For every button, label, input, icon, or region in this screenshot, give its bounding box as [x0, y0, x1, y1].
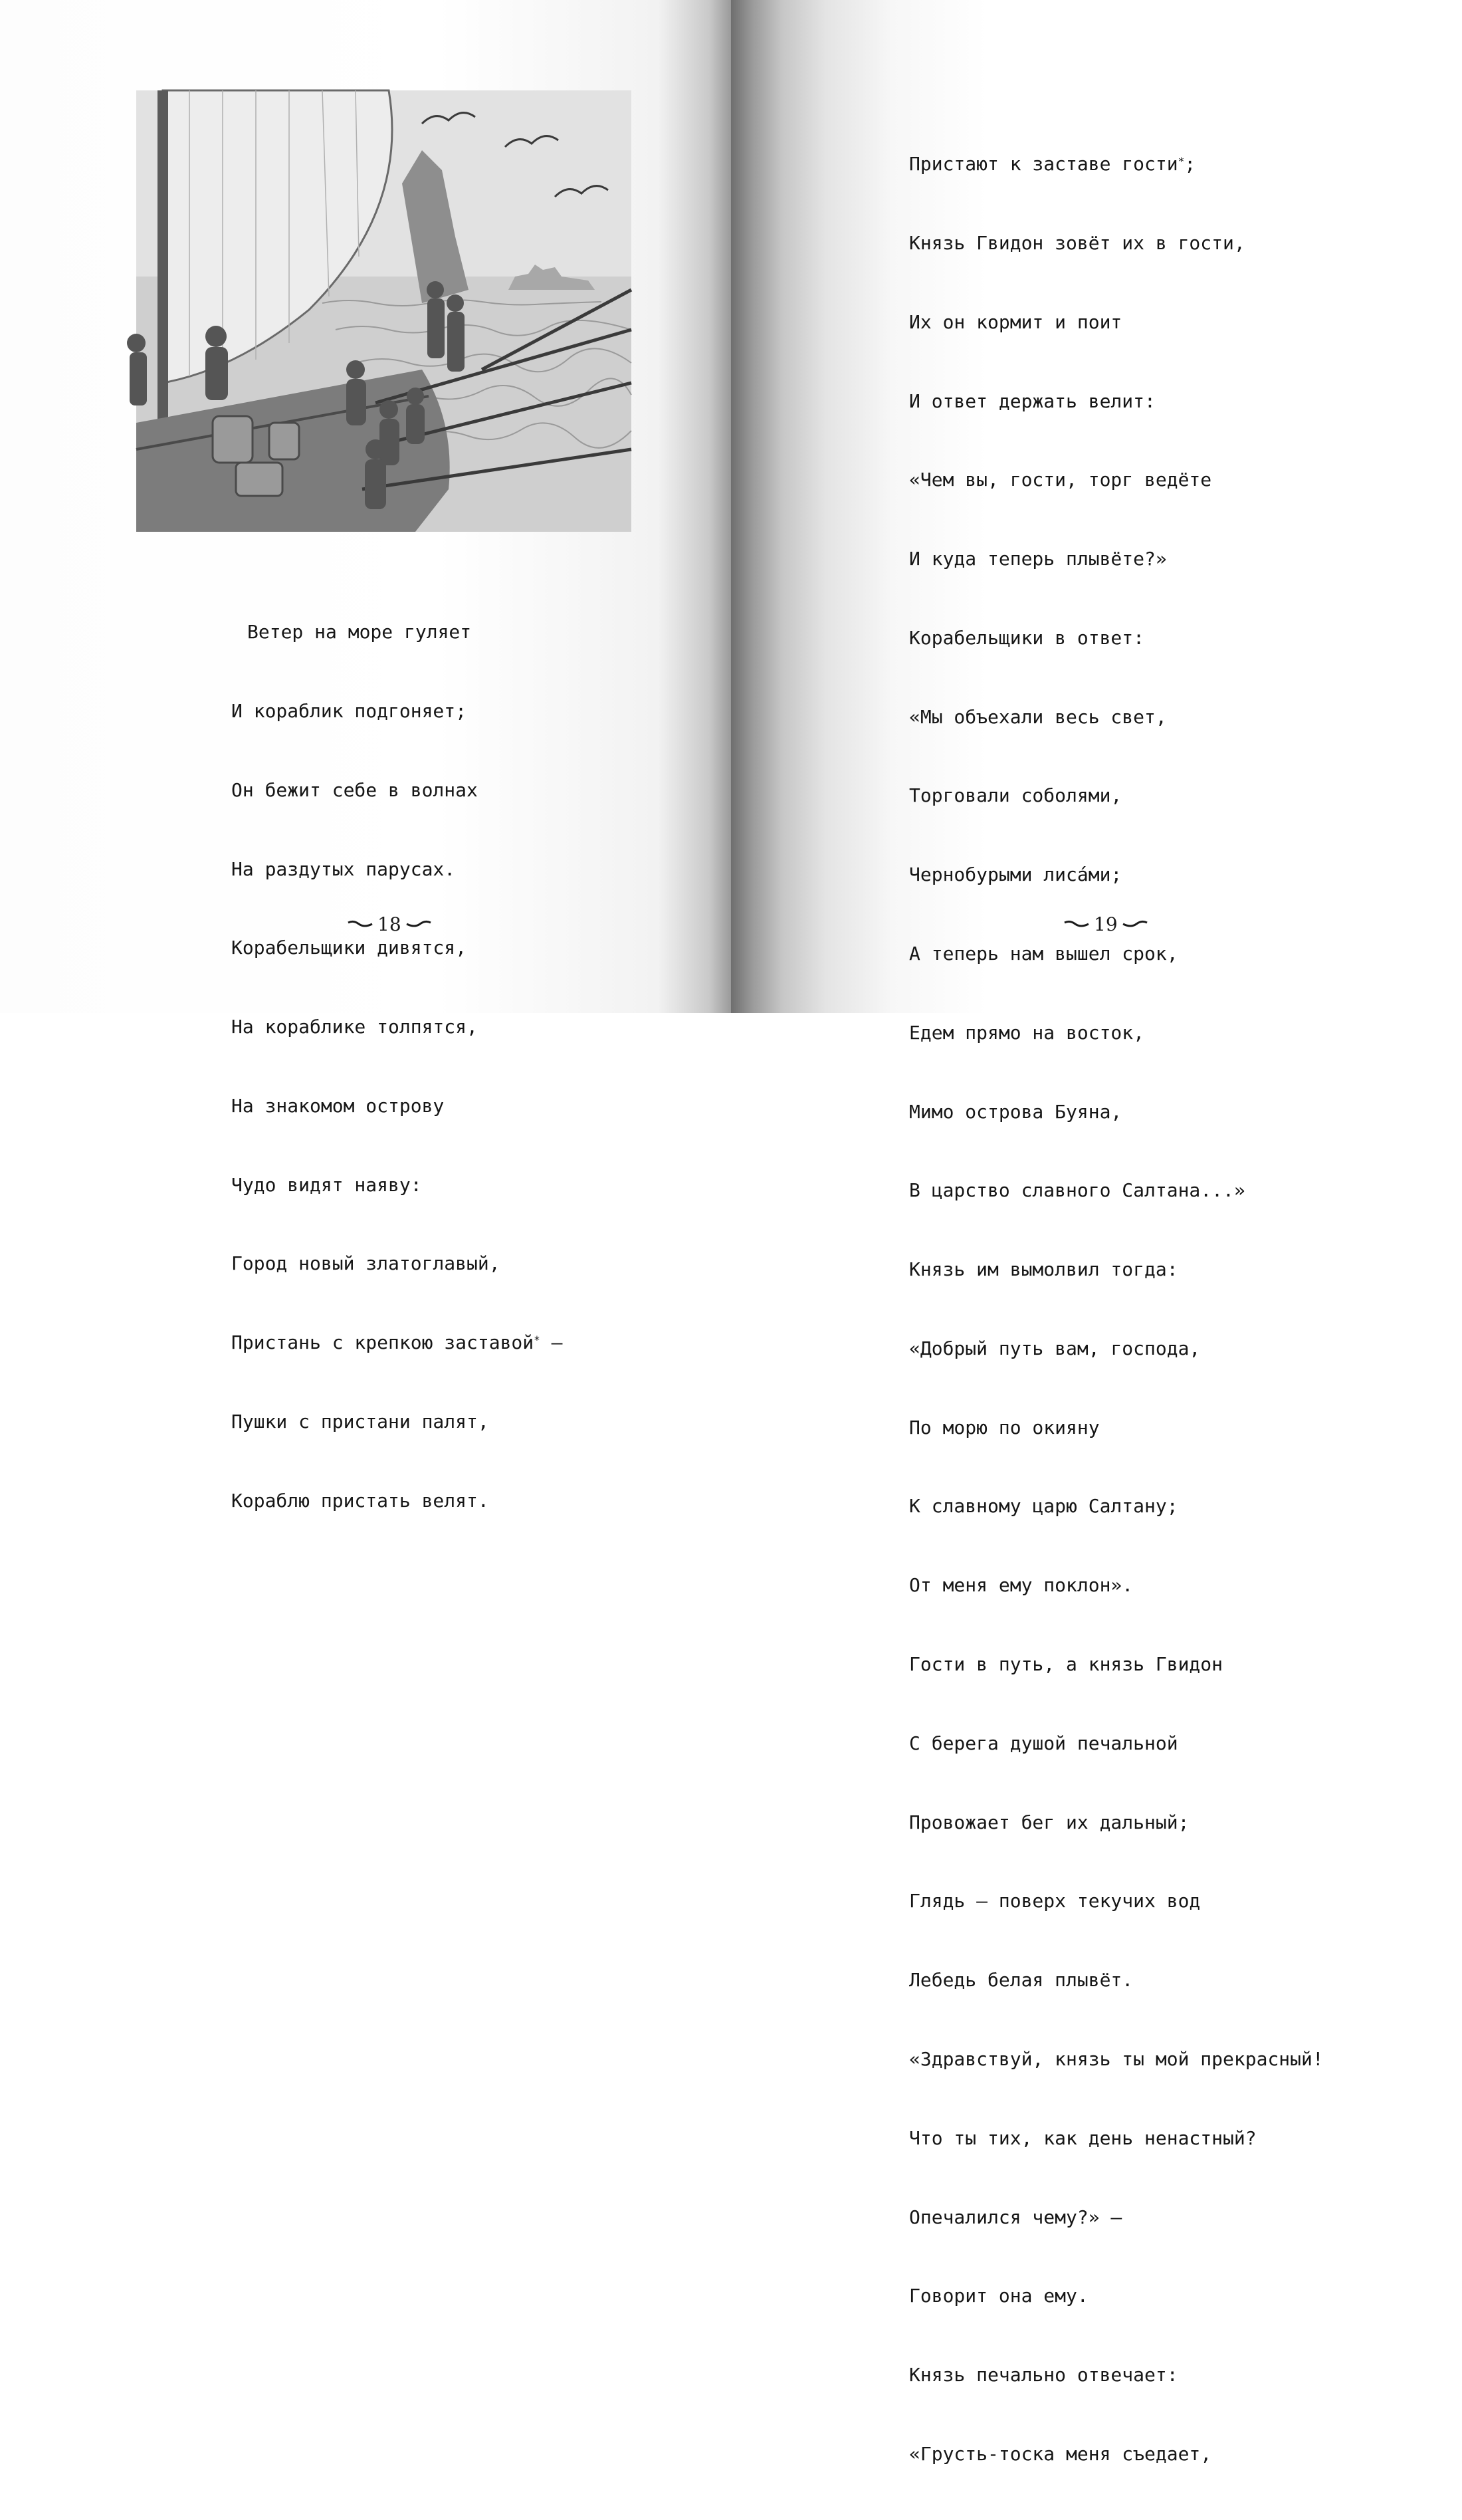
footnote-mark: * [1178, 155, 1185, 168]
poem-line: И куда теперь плывёте?» [909, 548, 1167, 570]
ship-sail-illustration-icon [136, 90, 631, 532]
poem-line: От меня ему поклон». [909, 1574, 1134, 1597]
poem-line-text: Пристают к заставе гости [909, 153, 1178, 175]
poem-line: Корабельщики дивятся, [231, 937, 467, 959]
poem-line: Кораблю пристать велят. [231, 1489, 489, 1512]
poem-line: «Мы объехали весь свет, [909, 705, 1167, 728]
poem-line: На кораблике толпятся, [231, 1016, 478, 1038]
poem-line: На раздутых парусах. [231, 858, 456, 880]
poem-line: «Здравствуй, князь ты мой прекрасный! [909, 2047, 1324, 2070]
page-number: 18 [377, 913, 401, 935]
left-page [0, 0, 731, 1512]
poem-line: Чудо видят наяву: [231, 1173, 422, 1196]
poem-line: Он бежит себе в волнах [231, 778, 478, 801]
poem-line-with-note [909, 151, 1324, 177]
poem-line: А теперь нам вышел срок, [909, 943, 1178, 965]
poem-line: «Добрый путь вам, господа, [909, 1337, 1201, 1359]
poem-line: Что ты тих, как день ненастный? [909, 2126, 1257, 2149]
poem-line: «Чем вы, гости, торг ведёте [909, 469, 1212, 491]
poem-line: В царство славного Салтана...» [909, 1179, 1245, 1202]
ornament-right-icon [1122, 919, 1148, 929]
poem-line-with-note [231, 1329, 563, 1356]
poem-line: Пушки с пристани палят, [231, 1411, 489, 1432]
poem-line: Торговали соболями, [909, 784, 1122, 807]
poem-line: Ветер на море гуляет [247, 621, 472, 643]
poem-line: И ответ держать велит: [909, 390, 1156, 412]
poem-line: Город новый златоглавый, [231, 1252, 500, 1275]
poem-line: «Грусть-тоска меня съедает, [909, 2442, 1212, 2465]
poem-line: Провожает бег их дальный; [909, 1811, 1190, 1833]
ship-illustration [136, 90, 631, 532]
poem-line: К славному царю Салтану; [909, 1495, 1178, 1518]
poem-line: Князь печально отвечает: [909, 2364, 1178, 2386]
poem-line: Гости в путь, а князь Гвидон [909, 1653, 1223, 1676]
poem-line: Князь Гвидон зовёт их в гости, [909, 231, 1245, 254]
poem-line: И кораблик подгоняет; [231, 699, 467, 722]
ornament-left-icon [1063, 919, 1090, 929]
poem-line: Говорит она ему. [909, 2285, 1089, 2307]
poem-line: Мимо острова Буяна, [909, 1100, 1122, 1123]
poem-line-text: Пристань с крепкою заставой [231, 1331, 534, 1354]
poem-line: Их он кормит и поит [909, 310, 1122, 333]
footnote-mark: * [534, 1333, 540, 1347]
ornament-left-icon [347, 919, 373, 929]
poem-line: Глядь – поверх текучих вод [909, 1890, 1201, 1912]
ornament-right-icon [405, 919, 432, 929]
poem-line-tail: – [540, 1331, 563, 1354]
poem-line: Лебедь белая плывёт. [909, 1969, 1134, 1992]
poem-line: Корабельщики в ответ: [909, 626, 1145, 649]
left-poem [231, 566, 563, 1567]
poem-line: Князь им вымолвил тогда: [909, 1258, 1178, 1281]
poem-line: По морю по окияну [909, 1416, 1100, 1438]
page-number-left [347, 911, 432, 937]
page-number-right [1063, 911, 1148, 937]
poem-line: Чернобурыми лиса́ми; [909, 863, 1122, 886]
poem-line: На знакомом острову [231, 1094, 445, 1117]
right-poem [909, 98, 1324, 2520]
poem-line: С берега душой печальной [909, 1732, 1178, 1754]
poem-line: Опечалился чему?» – [909, 2206, 1122, 2228]
poem-line-tail: ; [1184, 153, 1196, 175]
poem-line: Едем прямо на восток, [909, 1021, 1145, 1044]
page-number: 19 [1094, 913, 1118, 935]
